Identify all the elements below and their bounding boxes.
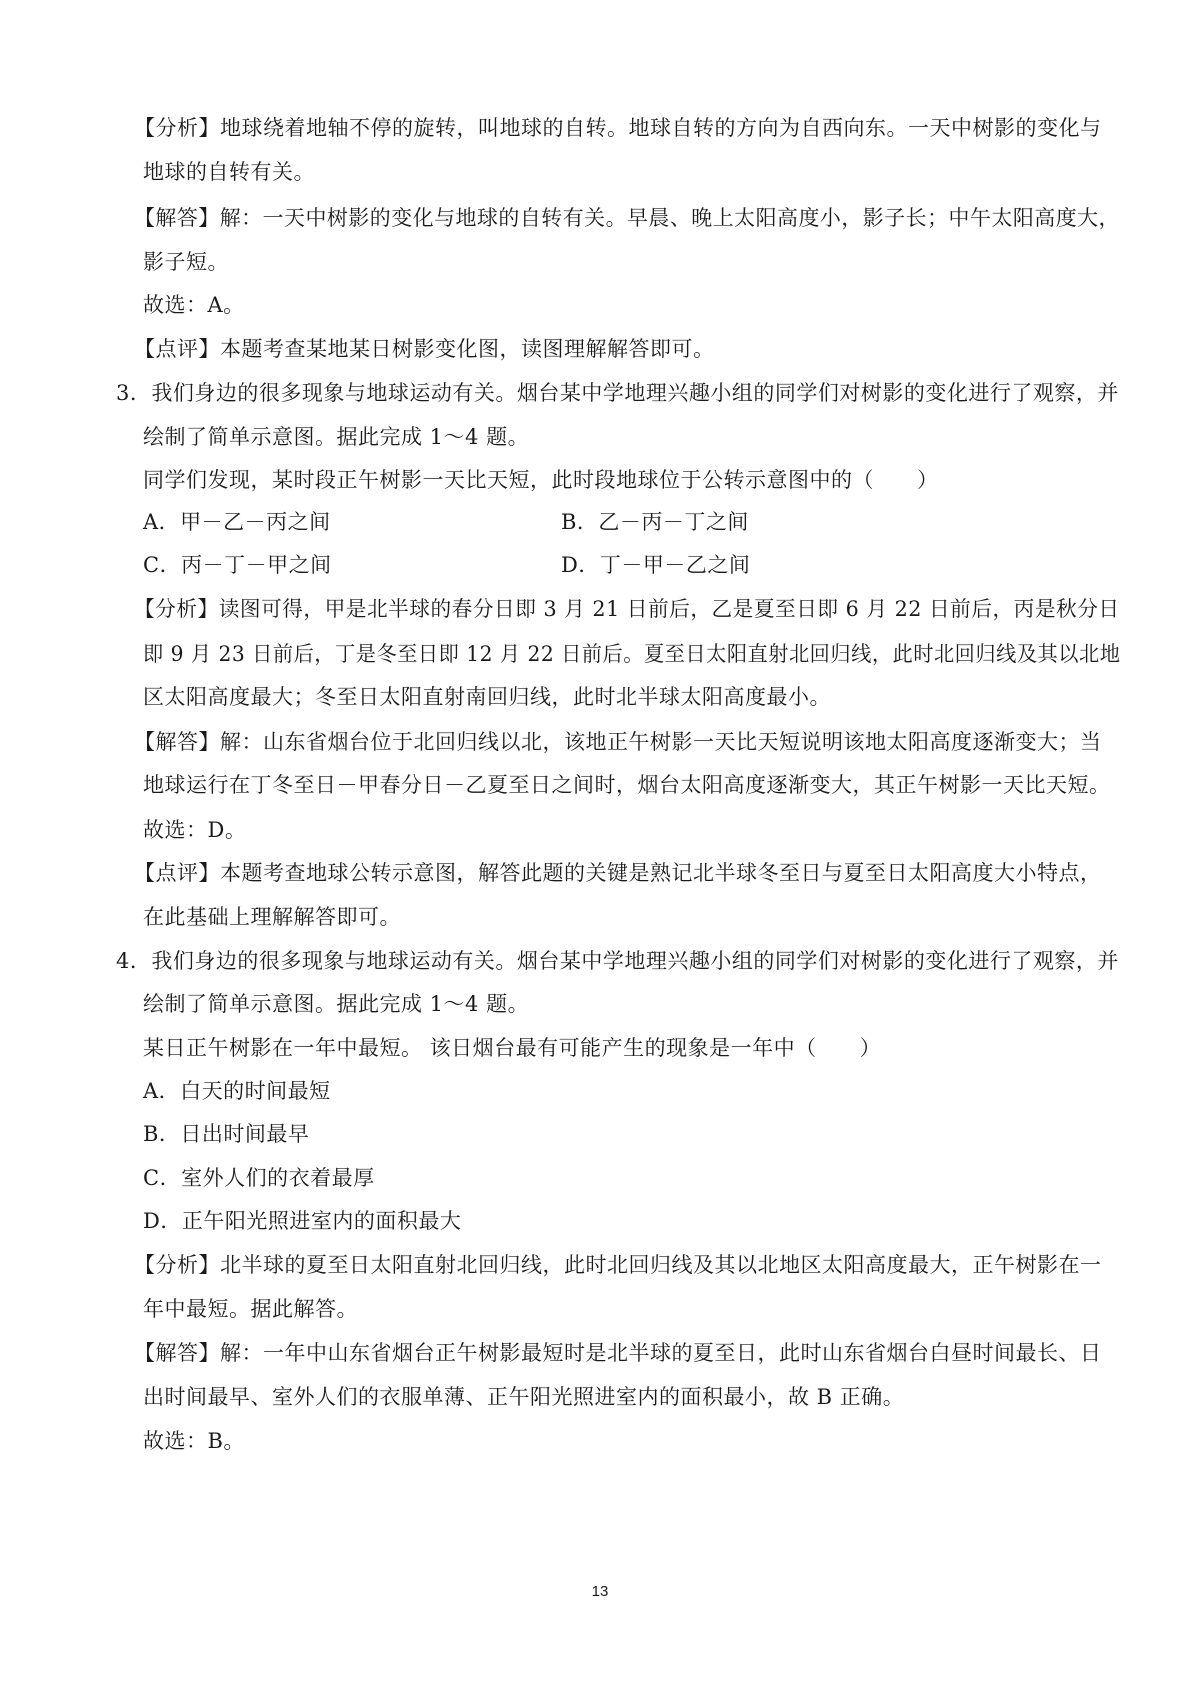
choice-text: 故选：A。 [143, 293, 245, 317]
question-text: 某日正午树影在一年中最短。 该日烟台最有可能产生的现象是一年中（ ） [143, 1036, 882, 1060]
comment-text: 【点评】本题考查地球公转示意图，解答此题的关键是熟记北半球冬至日与夏至日太阳高度大小特点， [134, 861, 1102, 885]
question-stem: 3．我们身边的很多现象与地球运动有关。烟台某中学地理兴趣小组的同学们对树影的变化进行了观察，并 [116, 381, 1119, 405]
option-b: B．日出时间最早 [143, 1122, 310, 1146]
option-a: A．甲－乙－丙之间 [143, 510, 331, 534]
page-number: 13 [591, 1583, 609, 1600]
analysis-text: 地球的自转有关。 [143, 160, 315, 184]
choice-text: 故选：D。 [143, 818, 247, 842]
option-c: C．室外人们的衣着最厚 [143, 1166, 375, 1190]
comment-text: 【点评】本题考查某地某日树影变化图，读图理解解答即可。 [134, 337, 715, 361]
analysis-text: 年中最短。据此解答。 [143, 1297, 358, 1321]
option-d: D．丁－甲－乙之间 [561, 553, 751, 577]
question-stem: 4．我们身边的很多现象与地球运动有关。烟台某中学地理兴趣小组的同学们对树影的变化进行了观察，并 [116, 949, 1119, 973]
analysis-text: 【分析】北半球的夏至日太阳直射北回归线，此时北回归线及其以北地区太阳高度最大，正午树影在一 [134, 1253, 1102, 1277]
option-d: D．正午阳光照进室内的面积最大 [143, 1209, 462, 1233]
question-stem: 绘制了简单示意图。据此完成 1～4 题。 [143, 425, 530, 449]
option-a: A．白天的时间最短 [143, 1079, 331, 1103]
answer-text: 【解答】解：一天中树影的变化与地球的自转有关。早晨、晚上太阳高度小，影子长；中午太阳高度大， [134, 206, 1120, 230]
analysis-text: 【分析】地球绕着地轴不停的旋转，叫地球的自转。地球自转的方向为自西向东。一天中树影的变化与 [134, 116, 1102, 140]
question-stem: 绘制了简单示意图。据此完成 1～4 题。 [143, 992, 530, 1016]
choice-text: 故选：B。 [143, 1429, 245, 1453]
answer-text: 地球运行在丁冬至日－甲春分日－乙夏至日之间时，烟台太阳高度逐渐变大，其正午树影一天比天短。 [143, 773, 1111, 797]
comment-text: 在此基础上理解解答即可。 [143, 905, 401, 929]
answer-text: 【解答】解：一年中山东省烟台正午树影最短时是北半球的夏至日，此时山东省烟台白昼时间最长、日 [134, 1341, 1102, 1365]
analysis-text: 区太阳高度最大；冬至日太阳直射南回归线，此时北半球太阳高度最小。 [143, 685, 831, 709]
answer-text: 影子短。 [143, 250, 229, 274]
answer-text: 出时间最早、室外人们的衣服单薄、正午阳光照进室内的面积最小，故 B 正确。 [143, 1385, 905, 1409]
analysis-text: 【分析】读图可得，甲是北半球的春分日即 3 月 21 日前后，乙是夏至日即 6 月 22 日前后，丙是秋分日 [134, 597, 1120, 621]
option-b: B．乙－丙－丁之间 [561, 510, 749, 534]
option-c: C．丙－丁－甲之间 [143, 553, 332, 577]
answer-text: 【解答】解：山东省烟台位于北回归线以北，该地正午树影一天比天短说明该地太阳高度逐渐变大；当 [134, 730, 1102, 754]
question-text: 同学们发现，某时段正午树影一天比天短，此时段地球位于公转示意图中的（ ） [143, 468, 939, 492]
analysis-text: 即 9 月 23 日前后，丁是冬至日即 12 月 22 日前后。夏至日太阳直射北回归线，此时北回归线及其以北地 [143, 642, 1121, 666]
